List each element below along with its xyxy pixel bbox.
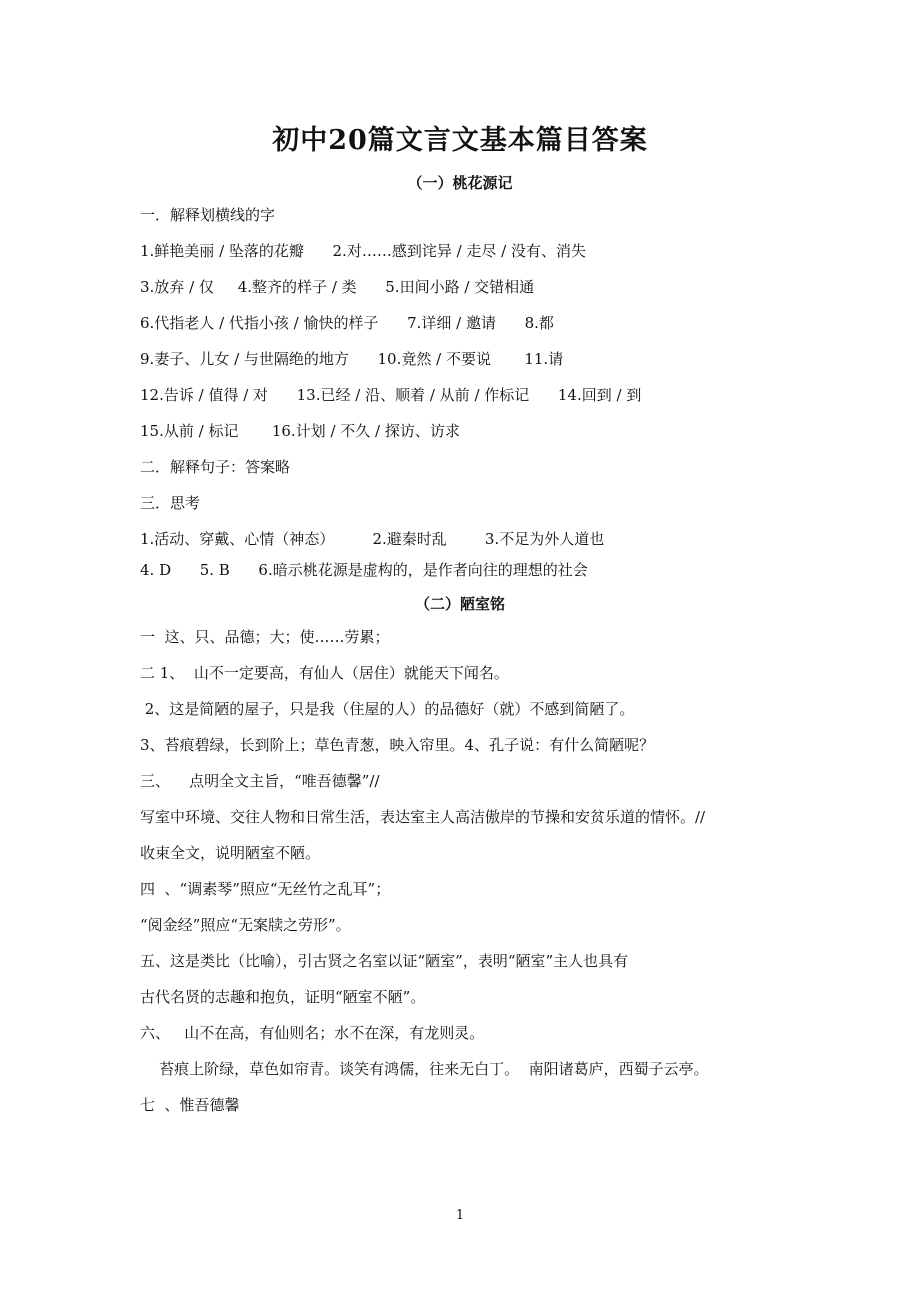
answer-line: 12.告诉 / 值得 / 对 13.已经 / 沿、顺着 / 从前 / 作标记 14.回到 / 到	[140, 386, 642, 404]
answer-line: 9.妻子、儿女 / 与世隔绝的地方 10.竟然 / 不要说 11.请	[140, 350, 564, 368]
answer-line: 1.鲜艳美丽 / 坠落的花瓣 2.对……感到诧异 / 走尽 / 没有、消失	[140, 242, 587, 260]
answer-line: 六、 山不在高，有仙则名；水不在深，有龙则灵。	[140, 1024, 485, 1042]
answer-line: 15.从前 / 标记 16.计划 / 不久 / 探访、访求	[140, 422, 460, 440]
answer-line: 三．思考	[140, 494, 201, 512]
page-number: 1	[455, 1208, 465, 1223]
answer-line: 二 1、 山不一定要高，有仙人（居住）就能天下闻名。	[140, 664, 509, 682]
answer-line: 1.活动、穿戴、心情（神态） 2.避秦时乱 3.不足为外人道也	[140, 530, 605, 548]
answer-line: 四 、“调素琴”照应“无丝竹之乱耳”；	[140, 880, 391, 898]
answer-line: 七 、惟吾德馨	[140, 1096, 240, 1114]
document-title: 初中20篇文言文基本篇目答案	[272, 125, 648, 156]
answer-line: 收束全文，说明陋室不陋。	[140, 844, 321, 862]
answer-line: 写室中环境、交往人物和日常生活，表达室主人高洁傲岸的节操和安贫乐道的情怀。//	[140, 808, 706, 826]
answer-line: 三、 点明全文主旨，“唯吾德馨”//	[140, 772, 380, 790]
answer-line: 4. D 5. B 6.暗示桃花源是虚构的，是作者向往的理想的社会	[140, 561, 588, 579]
answer-line: 一．解释划横线的字	[140, 206, 276, 224]
section-heading-loushiming: （二）陋室铭	[414, 595, 505, 613]
answer-line: “阅金经”照应“无案牍之劳形”。	[140, 916, 351, 934]
answer-line: 3.放弃 / 仅 4.整齐的样子 / 类 5.田间小路 / 交错相通	[140, 278, 535, 296]
answer-line: 五、这是类比（比喻），引古贤之名室以证“陋室”，表明“陋室”主人也具有	[140, 952, 629, 970]
answer-line: 二．解释句子：答案略	[140, 458, 291, 476]
answer-line: 6.代指老人 / 代指小孩 / 愉快的样子 7.详细 / 邀请 8.都	[140, 314, 554, 332]
answer-line: 古代名贤的志趣和抱负，证明“陋室不陋”。	[140, 988, 426, 1006]
section-heading-taohuayuanji: （一）桃花源记	[407, 174, 513, 192]
answer-line: 2、这是简陋的屋子，只是我（住屋的人）的品德好（就）不感到简陋了。	[140, 700, 635, 718]
answer-line: 3、苔痕碧绿，长到阶上；草色青葱，映入帘里。4、孔子说：有什么简陋呢？	[140, 736, 655, 754]
answer-line: 一 这、只、品德；大；使……劳累；	[140, 628, 390, 646]
answer-line: 苔痕上阶绿，草色如帘青。谈笑有鸿儒，往来无白丁。 南阳诸葛庐，西蜀子云亭。	[140, 1060, 709, 1078]
